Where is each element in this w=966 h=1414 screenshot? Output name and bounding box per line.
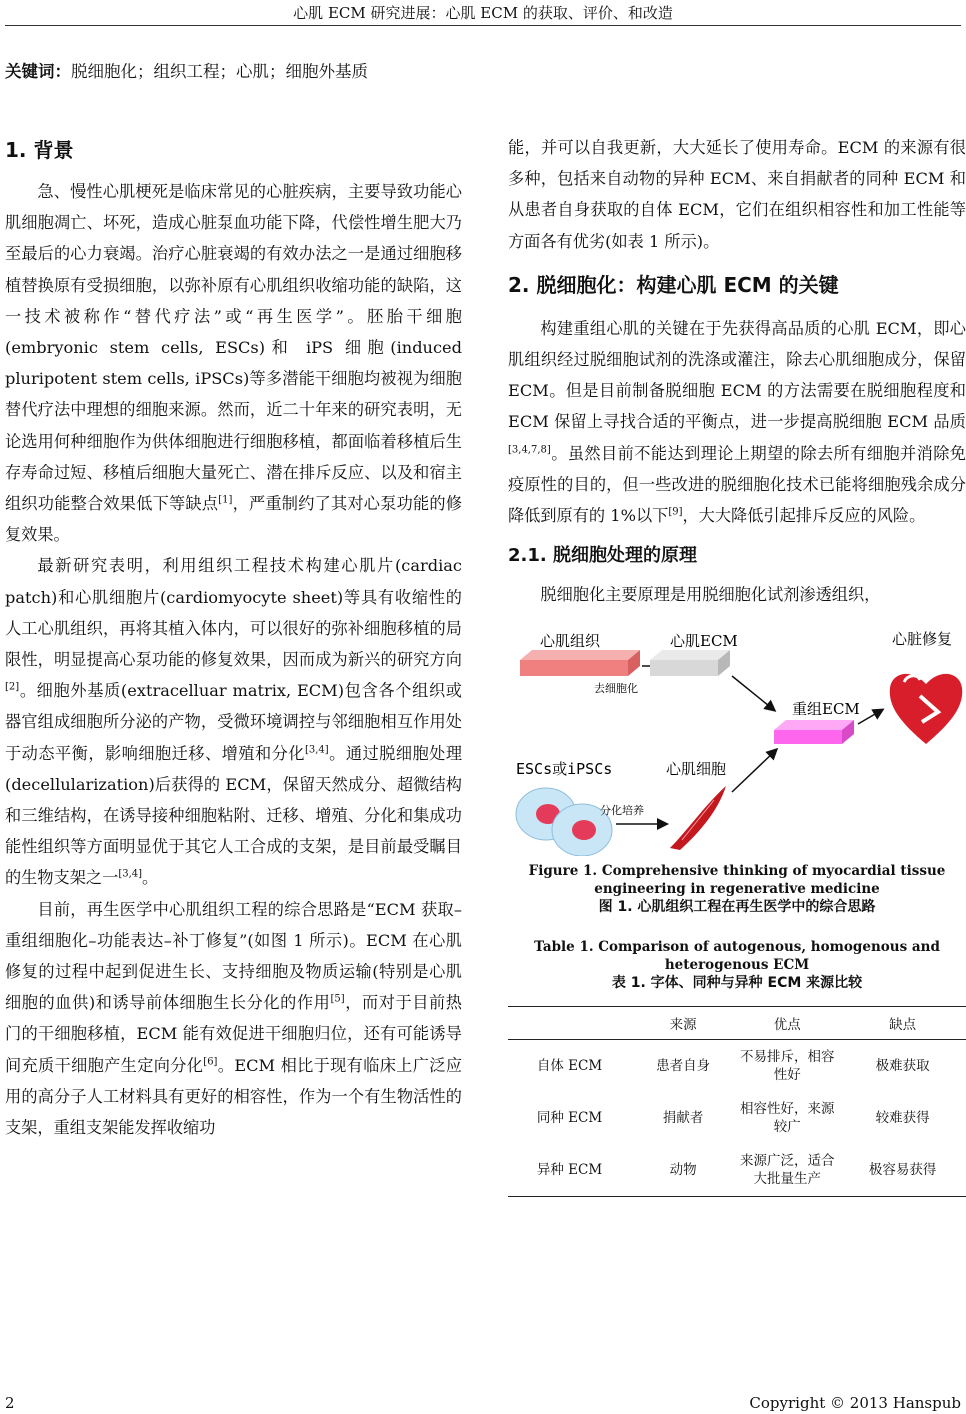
ecm-block xyxy=(650,660,718,676)
recomb-block xyxy=(774,730,842,744)
paragraph-2: 最新研究表明，利用组织工程技术构建心肌片(cardiac patch)和心肌细胞片(cardiomyocyte sheet)等具有收缩性的人工心肌组织，再将其植入体内，可以很好的弥补细胞移植的局限性，明显提高心泵功能的修复效果，因而成为新兴的研究方向[2]。细胞外基质(extracelluar matrix, ECM)包含各个组织或器官组成细胞所分泌的产物，受微环境调控与邻细胞相互作用处于动态平衡，影响细胞迁移、增殖和分化[3,4]。通过脱细胞处理(decellularization)后获得的 ECM，保留天然成分、超微结构和三维结构，在诱导接种细胞粘附、迁移、增殖、分化和集成功能性组织等方面明显优于其它人工合成的支架，是目前最受瞩目的生物支架之一[3,4]。 xyxy=(5,556,463,888)
paragraph-continued: 能，并可以自我更新，大大延长了使用寿命。ECM 的来源有很多种，包括来自动物的异种 ECM、来自捐献者的同种 ECM 和从患者自身获取的自体 ECM，它们在组织相容性和加工性能等方面各有优劣(如表 1 所示)。 xyxy=(508,138,966,251)
section-heading-decellularization: 2. 脱细胞化：构建心肌 ECM 的关键 xyxy=(508,272,839,297)
tissue-block xyxy=(520,660,628,676)
table-cell: 同种 ECM xyxy=(536,1110,603,1127)
label-heart-repair: 心脏修复 xyxy=(892,630,953,649)
table-caption-en: Table 1. Comparison of autogenous, homogenous and heterogenous ECM xyxy=(534,939,940,974)
figure-1-diagram xyxy=(508,624,966,856)
ecm-source-table xyxy=(508,1006,966,1197)
label-differentiation: 分化培养 xyxy=(600,804,644,818)
citation[interactable]: [2] xyxy=(5,681,20,693)
page-number: 2 xyxy=(5,1394,15,1412)
table-cell: 动物 xyxy=(631,1144,735,1197)
recomb-block-top xyxy=(774,720,854,730)
table-cell: 异种 ECM xyxy=(508,1144,631,1197)
figure-caption-cn: 图 1. 心肌组织工程在再生医学中的综合思路 xyxy=(598,899,876,916)
table-header-cell: 来源 xyxy=(631,1007,735,1040)
paragraph-1: 急、慢性心肌梗死是临床常见的心脏疾病，主要导致功能心肌细胞凋亡、坏死，造成心脏泵血功能下降，代偿性增生肥大乃至最后的心力衰竭。治疗心脏衰竭的有效办法之一是通过细胞移植替换原有受损细胞，以弥补原有心肌组织收缩功能的缺陷，这一技术被称作“替代疗法”或“再生医学”。胚胎干细胞(embryonic stem cells, ESCs)和 iPS 细胞(induced pluripotent stem cells, iPSCs)等多潜能干细胞均被视为细胞替代疗法中理想的细胞来源。然而，近二十年来的研究表明，无论选用何种细胞作为供体细胞进行细胞移植，都面临着移植后生存寿命过短、移植后细胞大量死亡、潜在排斥反应、以及和宿主组织功能整合效果低下等缺点[1]，严重制约了其对心泵功能的修复效果。 xyxy=(5,182,463,545)
label-cardiomyocyte: 心肌细胞 xyxy=(666,760,727,779)
figure-1 xyxy=(508,624,966,856)
table-row xyxy=(508,1144,966,1197)
citation[interactable]: [5] xyxy=(330,993,345,1005)
table-cell: 极容易获得 xyxy=(839,1144,966,1197)
left-column xyxy=(5,132,462,1143)
cardiomyocyte-striation xyxy=(682,800,714,840)
label-myocardial-tissue: 心肌组织 xyxy=(540,632,601,651)
tissue-block-top xyxy=(520,650,640,660)
table-cell: 捐献者 xyxy=(662,1110,704,1127)
keywords xyxy=(5,58,368,82)
citation[interactable]: [9] xyxy=(668,506,683,518)
label-decellularize: 去细胞化 xyxy=(594,682,638,696)
arrow-to-heart xyxy=(858,710,882,724)
table-cell: 患者自身 xyxy=(656,1058,711,1075)
table-header-cell: 缺点 xyxy=(839,1007,966,1040)
paragraph-3: 目前，再生医学中心肌组织工程的综合思路是“ECM 获取–重组细胞化–功能表达–补丁修复”(如图 1 所示)。ECM 在心肌修复的过程中起到促进生长、支持细胞及物质运输(特别是心肌细胞的血供)和诱导前体细胞生长分化的作用[5]，而对于目前热门的干细胞移植，ECM 能有效促进干细胞归位，还有可能诱导间充质干细胞产生定向分化[6]。ECM 相比于现有临床上广泛应用的高分子人工材料具有更好的相容性，作为一个有生物活性的支架，重组支架能发挥收缩功 xyxy=(5,899,463,1138)
table-cell: 相容性好，来源较广 xyxy=(739,1101,835,1136)
table-cell: 自体 ECM xyxy=(536,1058,603,1075)
label-stem-cells: ESCs或iPSCs xyxy=(516,760,613,779)
table-cell: 不易排斥，相容性好 xyxy=(739,1049,835,1084)
ecm-block-top xyxy=(650,650,730,660)
table-cell: 来源广泛，适合大批量生产 xyxy=(735,1144,839,1197)
keywords-text: 脱细胞化；组织工程；心肌；细胞外基质 xyxy=(71,62,368,81)
label-cardiac-ecm: 心肌ECM xyxy=(670,632,738,651)
citation[interactable]: [3,4] xyxy=(304,744,329,756)
keywords-label: 关键词： xyxy=(5,62,71,81)
table-header-cell xyxy=(508,1007,631,1040)
right-column xyxy=(508,132,966,1197)
table-cell: 极难获取 xyxy=(875,1058,930,1075)
heart-icon xyxy=(890,674,962,744)
table-row xyxy=(508,1040,966,1093)
table-row xyxy=(508,1092,966,1144)
table-header-cell: 优点 xyxy=(735,1007,839,1040)
cardiomyocyte-icon xyxy=(670,786,726,850)
citation[interactable]: [6] xyxy=(203,1056,218,1068)
copyright: Copyright © 2013 Hanspub xyxy=(749,1394,961,1412)
citation[interactable]: [3,4] xyxy=(118,869,143,881)
arrow-cells-to-recombined xyxy=(732,750,776,792)
figure-caption-en: Figure 1. Comprehensive thinking of myocardial tissue engineering in regenerative medicine xyxy=(528,863,946,898)
section-heading-background: 1. 背景 xyxy=(5,138,74,162)
arrow-to-recombined xyxy=(732,676,774,710)
paragraph-5: 脱细胞化主要原理是用脱细胞化试剂渗透组织， xyxy=(540,585,881,605)
label-recombined-ecm: 重组ECM xyxy=(792,700,860,719)
stem-cell-2-nucleus xyxy=(572,820,596,840)
paragraph-4: 构建重组心肌的关键在于先获得高品质的心肌 ECM，即心肌组织经过脱细胞试剂的洗涤或灌注，除去心肌细胞成分，保留 ECM。但是目前制备脱细胞 ECM 的方法需要在脱细胞程度和 ECM 保留上寻找合适的平衡点，进一步提高脱细胞 ECM 品质[3,4,7,8]。虽然目前不能达到理论上期望的除去所有细胞并消除免疫原性的目的，但一些改进的脱细胞化技术已能将细胞残余成分降低到原有的 1%以下[9]，大大降低引起排斥反应的风险。 xyxy=(508,318,966,526)
running-header: 心肌 ECM 研究进展：心肌 ECM 的获取、评价、和改造 xyxy=(293,4,673,22)
subsection-heading-principle: 2.1. 脱细胞处理的原理 xyxy=(508,545,697,567)
citation[interactable]: [1] xyxy=(218,494,233,506)
citation[interactable]: [3,4,7,8] xyxy=(508,444,551,456)
table-caption-cn: 表 1. 字体、同种与异种 ECM 来源比较 xyxy=(611,975,863,992)
table-cell: 较难获得 xyxy=(875,1110,930,1127)
table-header-row xyxy=(508,1007,966,1040)
header-rule xyxy=(5,25,961,26)
